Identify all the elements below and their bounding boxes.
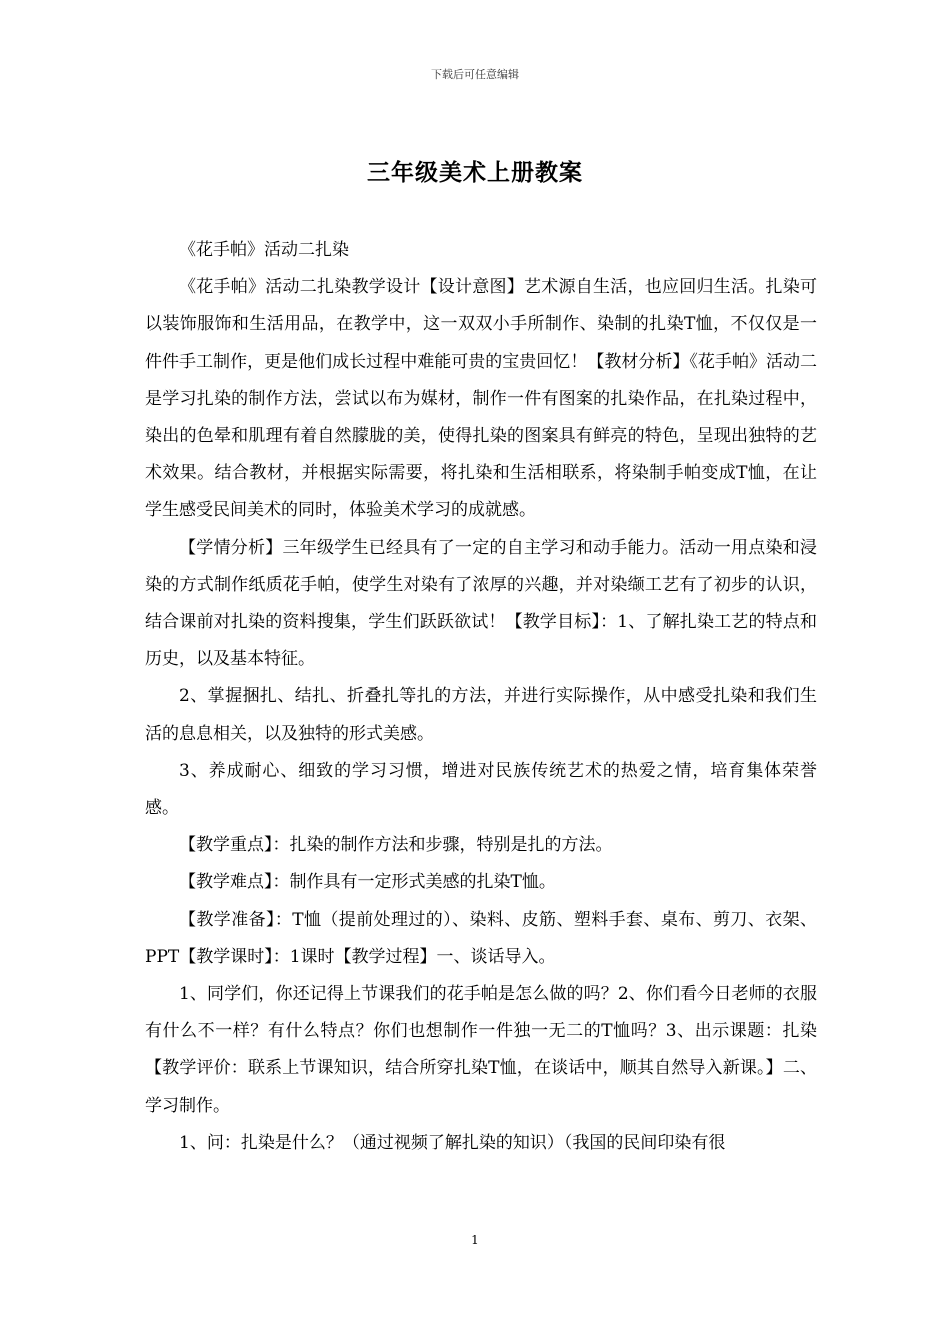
document-title: 三年级美术上册教案	[367, 160, 583, 186]
paragraph-objective-3: 3、养成耐心、细致的学习习惯，增进对民族传统艺术的热爱之情，培育集体荣誉感。	[145, 760, 817, 819]
paragraph-objective-2: 2、掌握捆扎、结扎、折叠扎等扎的方法，并进行实际操作，从中感受扎染和我们生活的息息相关，以及独特的形式美感。	[145, 686, 817, 744]
paragraph-preparation: 【教学准备】：T恤（提前处理过的）、染料、皮筋、塑料手套、桌布、剪刀、衣架、PPT【教学课时】：1课时【教学过程】一、谈话导入。	[145, 909, 817, 967]
paragraph-learner-analysis: 【学情分析】三年级学生已经具有了一定的自主学习和动手能力。活动一用点染和浸染的方式制作纸质花手帕，使学生对染有了浓厚的兴趣，并对染缬工艺有了初步的认识，结合课前对扎染的资料搜集，学生们跃跃欲试！【教学目标】：1、了解扎染工艺的特点和历史，以及基本特征。	[145, 537, 817, 670]
document-body	[145, 232, 817, 1162]
paragraph-introduction: 1、同学们，你还记得上节课我们的花手帕是怎么做的吗？2、你们看今日老师的衣服有什么不一样？有什么特点？你们也想制作一件独一无二的T恤吗？3、出示课题：扎染【教学评价：联系上节课知识，结合所穿扎染T恤，在谈话中，顺其自然导入新课。】二、学习制作。	[145, 984, 817, 1116]
paragraph-design-intent: 《花手帕》活动二扎染教学设计【设计意图】艺术源自生活，也应回归生活。扎染可以装饰服饰和生活用品，在教学中，这一双双小手所制作、染制的扎染T恤，不仅仅是一件件手工制作，更是他们成长过程中难能可贵的宝贵回忆！【教材分析】《花手帕》活动二是学习扎染的制作方法，尝试以布为媒材，制作一件有图案的扎染作品，在扎染过程中，染出的色晕和肌理有着自然朦胧的美，使得扎染的图案具有鲜亮的特色，呈现出独特的艺术效果。结合教材，并根据实际需要，将扎染和生活相联系，将染制手帕变成T恤，在让学生感受民间美术的同时，体验美术学习的成就感。	[145, 277, 817, 521]
paragraph-question: 1、问：扎染是什么？（通过视频了解扎染的知识）（我国的民间印染有很	[179, 1132, 726, 1153]
paragraph-difficulties: 【教学难点】：制作具有一定形式美感的扎染T恤。	[179, 872, 556, 893]
header-note: 下载后可任意编辑	[431, 68, 519, 81]
paragraph-lesson-name: 《花手帕》活动二扎染	[179, 240, 349, 260]
paragraph-key-points: 【教学重点】：扎染的制作方法和步骤，特别是扎的方法。	[179, 835, 613, 856]
page-number: 1	[471, 1233, 479, 1247]
